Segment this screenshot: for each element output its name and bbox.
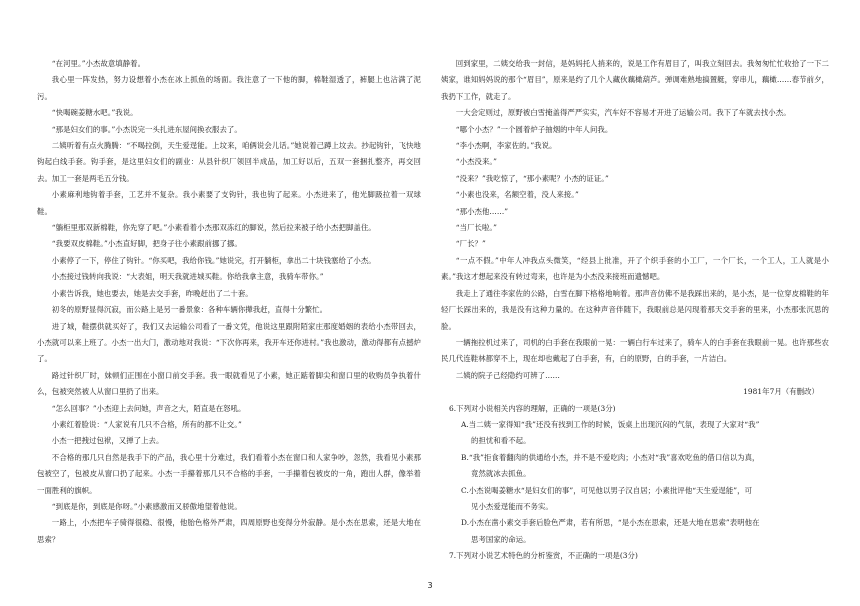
right-paragraph-13: 二姨的院子己经隐约可辨了…… bbox=[455, 370, 560, 380]
right-paragraph-10: “一点不假。”中年人冲我点头微笑，“经县上批准，开了个织手套的小工厂，一个厂长，一个工人，工人就是小素。”我这才想起来没有转过弯来，也许是为小杰没来接班而遗憾吧。 bbox=[441, 255, 829, 282]
q6-option-text: A.当二姨一家得知“我”还没有找到工作的时候，饭桌上出现沉闷的气氛，表现了大家对“我” bbox=[461, 419, 760, 429]
q6-option-continuation: 的担忧和看不起。 bbox=[471, 436, 531, 446]
q6-option-c bbox=[441, 483, 829, 516]
left-paragraph-6: “躺柜里那双新棉鞋，你先穿了吧。”小素看着小杰那双冻红的脚说，然后拉来被子给小杰把脚盖住。 bbox=[51, 223, 376, 233]
left-paragraph-16: 小杰一把拽过包袱，又掸了上去。 bbox=[51, 436, 164, 446]
right-paragraph-6: “小素也没来，名额空着，没人来接。” bbox=[455, 190, 579, 200]
right-paragraph-0: 回到家里，二姨交给我一封信，是妈妈托人捎来的，说是工作有眉目了，叫我立刻回去。我匆匆忙忙收拾了一下二姨家，谁知妈妈说的那个“眉目”，原来是约了几个人藏伙藕橄葫芦。弹调难熟地搞置艇，穿串儿，藕橄……春节前夕，我扔下工作，就走了。 bbox=[441, 59, 829, 101]
right-paragraph-2: “哪个小杰？”一个圆着炉子抽烟的中年人问我。 bbox=[455, 124, 613, 134]
left-paragraph-4: 二姨听着有点火腾腾：“不喝拉倒，天生爱逞能。上坟来，咱俩说会儿话。”她说着己蹲上坟去。抄起钩针，飞快地钩起白线手套。钩手套，是这里妇女们的副业：从县针织厂领回半成品，加工好以后，五双一套捆扎整齐，再交回去。加工一套是两毛五分钱。 bbox=[37, 141, 421, 183]
q6-option-text: D.小杰在凿小素交手套后脸色严肃，若有所思，“是小杰在思索，还是大地在思索”表明他在 bbox=[461, 518, 760, 528]
left-column bbox=[37, 56, 421, 548]
q6-option-a bbox=[441, 417, 829, 450]
right-paragraph-12: 一辆拖拉机过来了，司机的白手套在我眼前一晃：一辆白行车过来了，骑车人的白手套在我眼前一晃。也许那些农民几代连鞋林都穿不上，现在却也戴起了白手套，有，白的原野，白的手套，一片洁白。 bbox=[441, 337, 829, 364]
page-number: 3 bbox=[427, 581, 433, 590]
right-paragraph-5: “没来？”我吃惊了，“那小素呢？小杰的证证。” bbox=[455, 173, 609, 183]
left-paragraph-9: 小杰接过钱转向我说：“大表姐，明天我就进城买鞋。你给我拿主意，我骑车带你。” bbox=[51, 272, 324, 282]
left-paragraph-12: 进了城，鞋摆供就买好了，我们又去运输公司看了一番文凭，他说这里跟附陌家庄那度婚姻的表给小杰带回去，小杰就可以来上班了。小杰一出大门，激动地对我说：“下次你再来，我开车还你进村。”我也激动，激动得都有点撼炉了。 bbox=[37, 321, 421, 364]
q6-option-text: C.小杰说喝姜糖水“是妇女们的事”，可见他以男子汉自居；小素批评他“天生爱逞能”，可 bbox=[461, 485, 753, 495]
right-column bbox=[441, 56, 829, 565]
left-paragraph-5: 小素麻利地钩着手套，工艺并不复杂。我小素要了支钩针，我也钩了起来。小杰进来了，他光脚趿拉着一双球鞋。 bbox=[37, 190, 421, 216]
right-paragraph-3: “李小杰啊，李家佐的。”我说。 bbox=[455, 141, 557, 151]
left-paragraph-1: 我心里一阵发热，努力设想着小杰在冰上抓鱼的场面。我注意了一下他的脚，棉鞋湿透了，裤腿上也沾满了泥污。 bbox=[37, 75, 421, 101]
right-paragraph-9: “厂长？” bbox=[455, 239, 486, 249]
question-6: 6.下列对小说相关内容的理解，正确的一项是(3分) bbox=[449, 403, 616, 413]
left-paragraph-14: “怎么回事？”小杰迎上去问她，声音之大，陌直是在怒吼。 bbox=[51, 403, 246, 413]
right-paragraph-7: “那小杰他……” bbox=[455, 206, 509, 216]
story-continuation bbox=[441, 56, 829, 384]
q6-option-continuation: 见小杰爱逞能而不务实。 bbox=[471, 501, 553, 511]
left-paragraph-10: 小素告诉我，她也要去，她是去交手套，昨晚赶出了二十套。 bbox=[51, 288, 253, 298]
q6-option-continuation: 思考国家的命运。 bbox=[471, 534, 531, 544]
right-paragraph-8: “当厂长啦。” bbox=[455, 223, 497, 233]
q6-option-b bbox=[441, 450, 829, 483]
left-paragraph-15: 小素红着脸说：“人家说有几只不合格，所有的都不让交。” bbox=[51, 419, 242, 429]
left-paragraph-0: “在河里。”小杰故意填静着。 bbox=[51, 59, 146, 68]
left-paragraph-7: “我要双皮棉鞋。”小杰直好脚，把身子往小素跟前挪了挪。 bbox=[51, 239, 242, 249]
left-paragraph-3: “那是妇女们的事。”小杰说完一头扎进东屋间换衣服去了。 bbox=[51, 124, 242, 134]
left-paragraph-19: 一路上，小杰把车子骑得很稳、很慢，他胎色格外严肃，四周原野也变得分外寂静。是小杰在思索，还是大地在思索？ bbox=[37, 518, 421, 544]
right-paragraph-4: “小杰没来。” bbox=[455, 157, 497, 167]
right-paragraph-1: 一大会定则过，原野被白雪掩盖得严严实实，汽车好不容易才开进了运输公司。我下了车就去找小杰。 bbox=[455, 108, 791, 118]
left-paragraph-13: 路过针织厂时，妹顿们正围在小窗口前交手套。我一眼就看见了小素，她正踮着脚尖和窗口里的收购员争执着什么，包被突然被人从窗口里扔了出来。 bbox=[37, 370, 421, 397]
q6-option-continuation: 竟然就冰去抓鱼。 bbox=[471, 469, 531, 479]
left-paragraph-2: “快喝碗姜糖水吧。”我说。 bbox=[51, 108, 138, 118]
q6-option-d bbox=[441, 515, 829, 548]
left-paragraph-18: “到底是你，到底是你呀。”小素感激而又骄傲地望着他说。 bbox=[51, 501, 242, 511]
date-line: 1981年7月（有删改） bbox=[743, 387, 819, 397]
question-6-options bbox=[441, 417, 829, 548]
question-7: 7.下列对小说艺术特色的分析鉴赏，不正确的一项是(3分) bbox=[449, 551, 638, 561]
left-paragraph-11: 初冬的原野显得沉寂，而公路上是另一番景象：各种车辆你撵我赶，直得十分繁忙。 bbox=[51, 305, 328, 315]
q6-option-text: B.“我”拒食着翻肉的供通给小杰，并不是不爱吃肉；小杰对“我”喜欢吃鱼的借口信以为真， bbox=[461, 452, 760, 462]
left-paragraph-17: 不合格的那几只自然是我手下的产品，我心里十分难过，我们看着小杰在窗口和人家争吵，忽然，我看见小素那包被空了，包被皮从窗口扔了起来。小杰一手攥着那几只不合格的手套，一手攥着包被皮的一角，跑出人群，像举着一面胜利的旗帜。 bbox=[37, 452, 421, 495]
left-paragraph-8: 小素停了一下，停住了钩针。“你买吧，我给你钱。”她说完，打开躺柜，拿出二十块钱塞给了小杰。 bbox=[51, 255, 376, 265]
right-paragraph-11: 我走上了通往李家佐的公路，白雪在脚下格格地响着。那声音仿佛不是我踩出来的，是小杰，是一位穿皮棉鞋的年轻厂长踩出来的，我是没有这种力量的。在这种声音伴随下，我眼前总是闪现着那天交手套的里来，小杰那张沉思的脸。 bbox=[441, 288, 829, 331]
